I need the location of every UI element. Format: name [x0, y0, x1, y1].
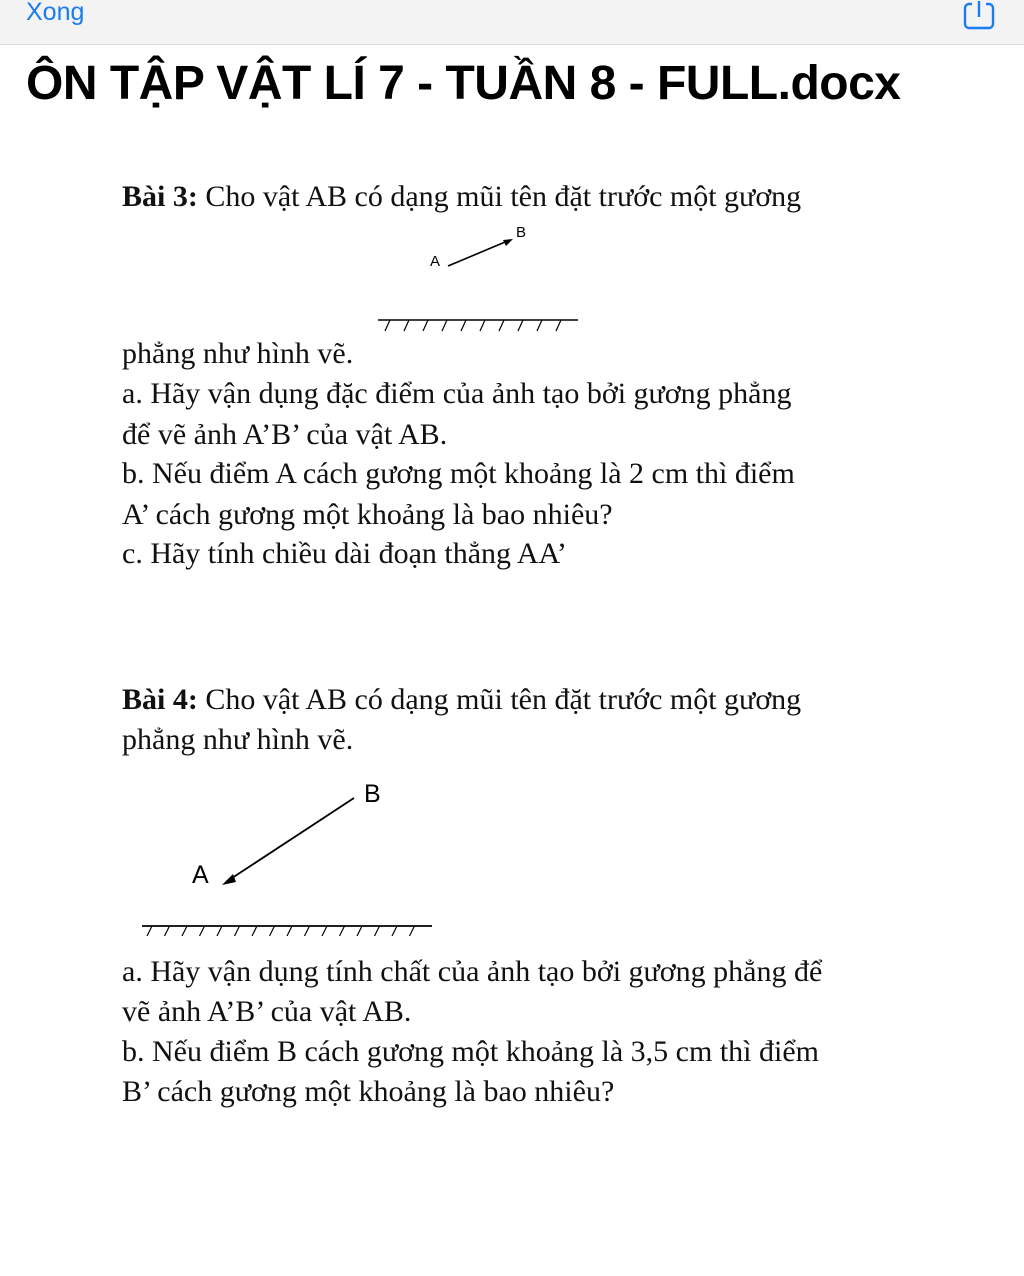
bai4-label-b: B: [364, 780, 381, 808]
hatch-mark: [392, 926, 397, 936]
hatch-mark: [287, 926, 292, 936]
bai3-arrowhead: [503, 239, 513, 246]
hatch-mark: [480, 320, 485, 331]
hatch-mark: [340, 926, 345, 936]
hatch-mark: [235, 926, 240, 936]
bai3-question-b-line1: b. Nếu điểm A cách gương một khoảng là 2 cm thì điểm: [122, 457, 795, 490]
bai3-mirror-hatch: [385, 320, 561, 331]
hatch-mark: [357, 926, 362, 936]
hatch-mark: [461, 320, 466, 331]
bai3-question-a-line2: để vẽ ảnh A’B’ của vật AB.: [122, 418, 448, 451]
bai3-intro-line2: phẳng như hình vẽ.: [122, 337, 354, 370]
hatch-mark: [404, 320, 409, 331]
bai4-arrowhead: [222, 874, 236, 885]
hatch-mark: [182, 926, 187, 936]
bai3-label-a: A: [430, 253, 441, 270]
document-title: ÔN TẬP VẬT LÍ 7 - TUẦN 8 - FULL.docx: [26, 57, 901, 110]
bai3-figure: [370, 222, 590, 332]
bai3-question-c-line1: c. Hãy tính chiều dài đoạn thẳng AA’: [122, 537, 567, 570]
bai4-question-b-line2: B’ cách gương một khoảng là bao nhiêu?: [122, 1075, 615, 1108]
bai4-heading: Bài 4:: [122, 683, 198, 716]
hatch-mark: [423, 320, 428, 331]
hatch-mark: [556, 320, 561, 331]
bai4-mirror-hatch: [147, 926, 415, 936]
hatch-mark: [252, 926, 257, 936]
hatch-mark: [200, 926, 205, 936]
bai4-intro-line1: [122, 683, 801, 717]
bai3-intro-text: Cho vật AB có dạng mũi tên đặt trước một gương: [197, 180, 802, 213]
hatch-mark: [499, 320, 504, 331]
done-button[interactable]: Xong: [26, 0, 85, 26]
bai4-object-arrow: [226, 798, 354, 882]
hatch-mark: [410, 926, 415, 936]
hatch-mark: [165, 926, 170, 936]
bai4-question-a-line1: a. Hãy vận dụng tính chất của ảnh tạo bởi gương phẳng để: [122, 955, 823, 988]
hatch-mark: [442, 320, 447, 331]
bai3-question-a-line1: a. Hãy vận dụng đặc điểm của ảnh tạo bởi gương phẳng: [122, 377, 792, 410]
share-icon[interactable]: [962, 0, 996, 30]
bai4-label-a: A: [192, 861, 209, 889]
bai4-intro-line2: phẳng như hình vẽ.: [122, 723, 354, 756]
hatch-mark: [385, 320, 390, 331]
hatch-mark: [305, 926, 310, 936]
bai4-question-a-line2: vẽ ảnh A’B’ của vật AB.: [122, 995, 412, 1028]
bai4-figure: [130, 770, 450, 945]
hatch-mark: [270, 926, 275, 936]
bai3-question-b-line2: A’ cách gương một khoảng là bao nhiêu?: [122, 498, 613, 531]
hatch-mark: [217, 926, 222, 936]
bai3-label-b: B: [516, 224, 527, 241]
hatch-mark: [518, 320, 523, 331]
bai4-question-b-line1: b. Nếu điểm B cách gương một khoảng là 3,5 cm thì điểm: [122, 1035, 819, 1068]
top-toolbar: [0, 0, 1024, 45]
hatch-mark: [537, 320, 542, 331]
bai4-intro-text: Cho vật AB có dạng mũi tên đặt trước một gương: [197, 683, 802, 716]
hatch-mark: [375, 926, 380, 936]
hatch-mark: [147, 926, 152, 936]
bai3-object-arrow: [448, 240, 510, 266]
bai3-heading: Bài 3:: [122, 180, 198, 213]
hatch-mark: [322, 926, 327, 936]
bai3-intro-line1: [122, 180, 801, 214]
